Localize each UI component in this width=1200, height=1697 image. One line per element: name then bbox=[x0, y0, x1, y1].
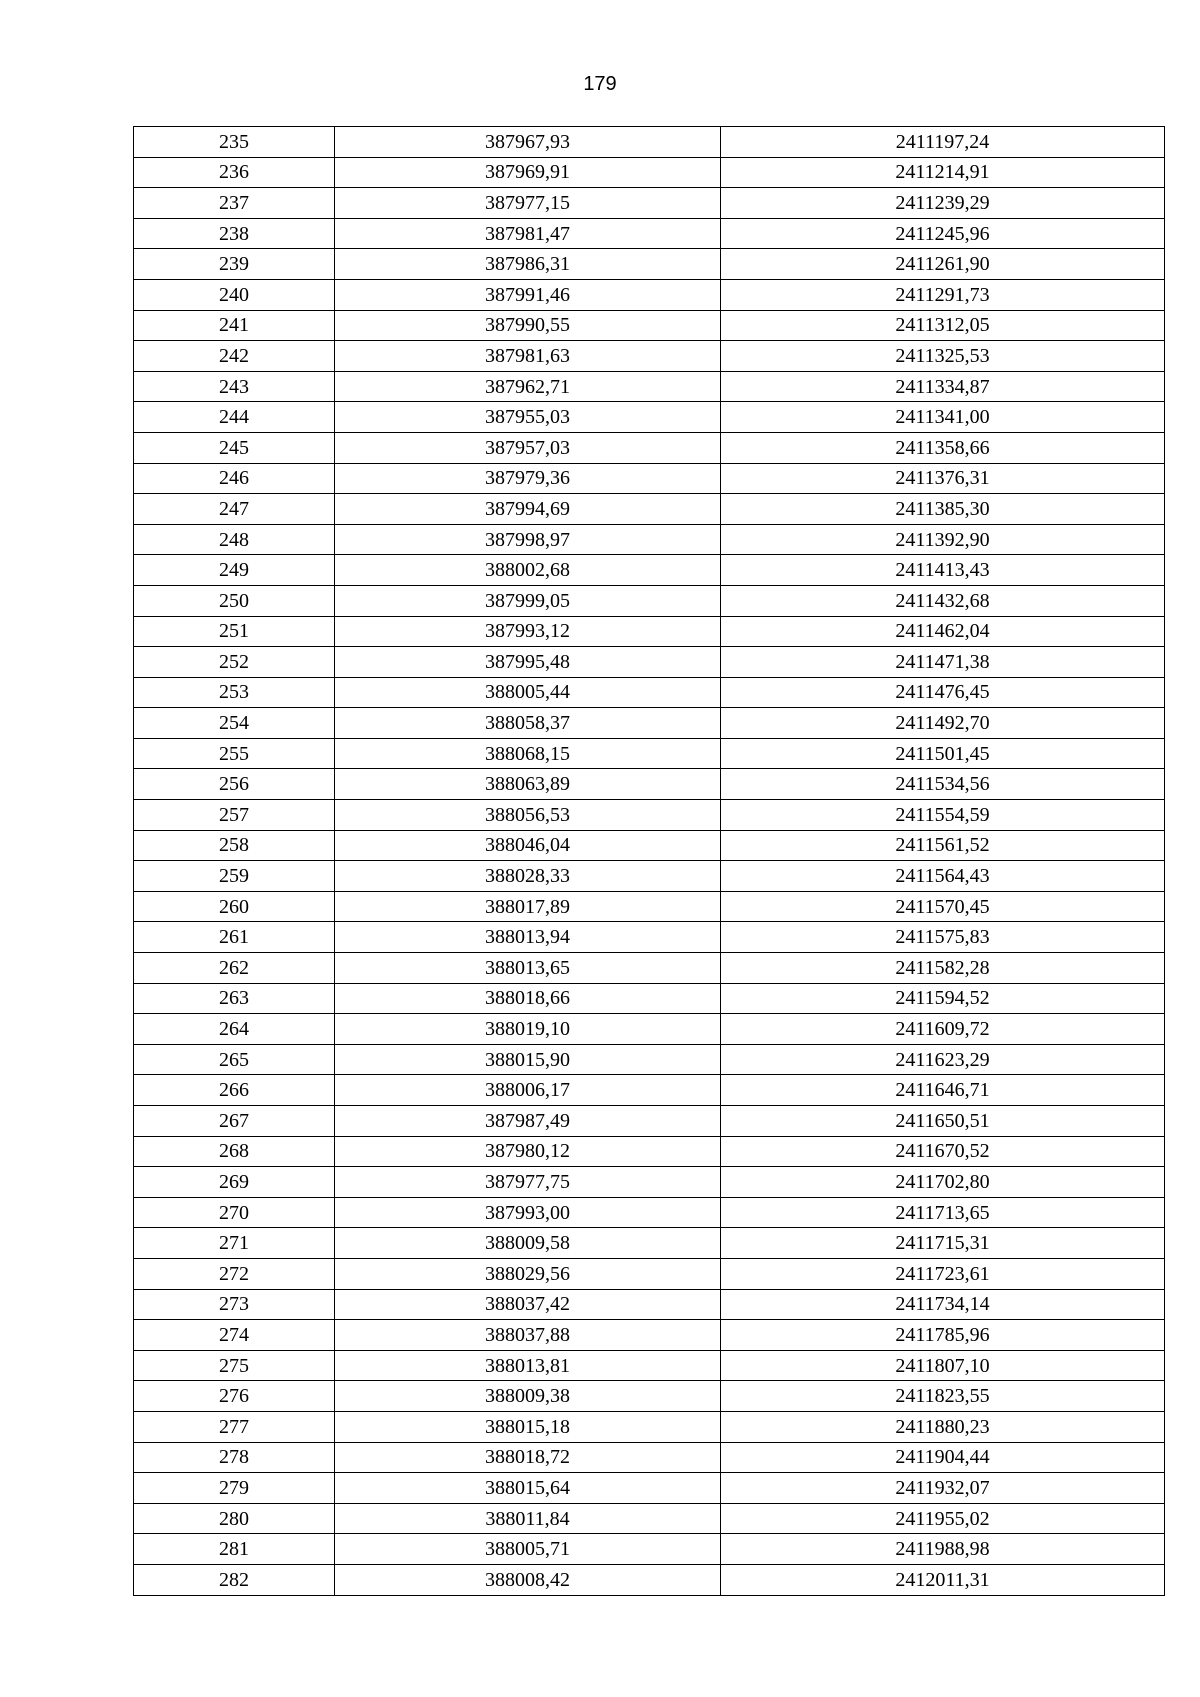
table-row bbox=[134, 1442, 1165, 1473]
x-coordinate-cell: 387998,97 bbox=[335, 524, 721, 555]
point-number-cell: 270 bbox=[134, 1197, 335, 1228]
table-row bbox=[134, 1289, 1165, 1320]
point-number-cell: 237 bbox=[134, 188, 335, 219]
x-coordinate-cell: 387967,93 bbox=[335, 127, 721, 158]
x-coordinate-cell: 387995,48 bbox=[335, 647, 721, 678]
table-row bbox=[134, 341, 1165, 372]
y-coordinate-cell: 2411432,68 bbox=[721, 585, 1165, 616]
point-number-cell: 267 bbox=[134, 1106, 335, 1137]
x-coordinate-cell: 388011,84 bbox=[335, 1503, 721, 1534]
point-number-cell: 239 bbox=[134, 249, 335, 280]
point-number-cell: 241 bbox=[134, 310, 335, 341]
table-row bbox=[134, 830, 1165, 861]
y-coordinate-cell: 2411214,91 bbox=[721, 157, 1165, 188]
table-row bbox=[134, 310, 1165, 341]
point-number-cell: 238 bbox=[134, 218, 335, 249]
point-number-cell: 261 bbox=[134, 922, 335, 953]
y-coordinate-cell: 2411376,31 bbox=[721, 463, 1165, 494]
x-coordinate-cell: 388056,53 bbox=[335, 800, 721, 831]
x-coordinate-cell: 387977,15 bbox=[335, 188, 721, 219]
y-coordinate-cell: 2411358,66 bbox=[721, 432, 1165, 463]
y-coordinate-cell: 2412011,31 bbox=[721, 1564, 1165, 1595]
table-row bbox=[134, 1167, 1165, 1198]
y-coordinate-cell: 2411785,96 bbox=[721, 1320, 1165, 1351]
point-number-cell: 262 bbox=[134, 953, 335, 984]
table-row bbox=[134, 1136, 1165, 1167]
table-row bbox=[134, 585, 1165, 616]
x-coordinate-cell: 388015,18 bbox=[335, 1411, 721, 1442]
y-coordinate-cell: 2411561,52 bbox=[721, 830, 1165, 861]
point-number-cell: 280 bbox=[134, 1503, 335, 1534]
point-number-cell: 247 bbox=[134, 494, 335, 525]
point-number-cell: 268 bbox=[134, 1136, 335, 1167]
y-coordinate-cell: 2411197,24 bbox=[721, 127, 1165, 158]
table-row bbox=[134, 922, 1165, 953]
point-number-cell: 279 bbox=[134, 1473, 335, 1504]
y-coordinate-cell: 2411492,70 bbox=[721, 708, 1165, 739]
point-number-cell: 249 bbox=[134, 555, 335, 586]
point-number-cell: 282 bbox=[134, 1564, 335, 1595]
page-number: 179 bbox=[583, 73, 617, 95]
point-number-cell: 281 bbox=[134, 1534, 335, 1565]
table-row bbox=[134, 402, 1165, 433]
y-coordinate-cell: 2411291,73 bbox=[721, 279, 1165, 310]
point-number-cell: 253 bbox=[134, 677, 335, 708]
x-coordinate-cell: 388018,72 bbox=[335, 1442, 721, 1473]
y-coordinate-cell: 2411734,14 bbox=[721, 1289, 1165, 1320]
point-number-cell: 259 bbox=[134, 861, 335, 892]
table-row bbox=[134, 1473, 1165, 1504]
point-number-cell: 256 bbox=[134, 769, 335, 800]
table-row bbox=[134, 157, 1165, 188]
x-coordinate-cell: 387987,49 bbox=[335, 1106, 721, 1137]
table-row bbox=[134, 1411, 1165, 1442]
y-coordinate-cell: 2411462,04 bbox=[721, 616, 1165, 647]
table-row bbox=[134, 1503, 1165, 1534]
table-row bbox=[134, 1258, 1165, 1289]
point-number-cell: 271 bbox=[134, 1228, 335, 1259]
y-coordinate-cell: 2411988,98 bbox=[721, 1534, 1165, 1565]
y-coordinate-cell: 2411570,45 bbox=[721, 891, 1165, 922]
x-coordinate-cell: 387986,31 bbox=[335, 249, 721, 280]
point-number-cell: 254 bbox=[134, 708, 335, 739]
x-coordinate-cell: 387993,12 bbox=[335, 616, 721, 647]
y-coordinate-cell: 2411312,05 bbox=[721, 310, 1165, 341]
table-row bbox=[134, 371, 1165, 402]
y-coordinate-cell: 2411341,00 bbox=[721, 402, 1165, 433]
table-row bbox=[134, 1228, 1165, 1259]
point-number-cell: 265 bbox=[134, 1044, 335, 1075]
y-coordinate-cell: 2411904,44 bbox=[721, 1442, 1165, 1473]
x-coordinate-cell: 388013,65 bbox=[335, 953, 721, 984]
x-coordinate-cell: 388015,64 bbox=[335, 1473, 721, 1504]
x-coordinate-cell: 387980,12 bbox=[335, 1136, 721, 1167]
x-coordinate-cell: 387990,55 bbox=[335, 310, 721, 341]
x-coordinate-cell: 388019,10 bbox=[335, 1014, 721, 1045]
coordinates-table bbox=[133, 126, 1165, 1596]
point-number-cell: 258 bbox=[134, 830, 335, 861]
point-number-cell: 246 bbox=[134, 463, 335, 494]
y-coordinate-cell: 2411476,45 bbox=[721, 677, 1165, 708]
table-row bbox=[134, 463, 1165, 494]
table-row bbox=[134, 524, 1165, 555]
table-row bbox=[134, 677, 1165, 708]
point-number-cell: 260 bbox=[134, 891, 335, 922]
y-coordinate-cell: 2411955,02 bbox=[721, 1503, 1165, 1534]
table-row bbox=[134, 953, 1165, 984]
y-coordinate-cell: 2411880,23 bbox=[721, 1411, 1165, 1442]
y-coordinate-cell: 2411239,29 bbox=[721, 188, 1165, 219]
table-row bbox=[134, 432, 1165, 463]
table-row bbox=[134, 188, 1165, 219]
x-coordinate-cell: 387979,36 bbox=[335, 463, 721, 494]
point-number-cell: 257 bbox=[134, 800, 335, 831]
table-row bbox=[134, 1014, 1165, 1045]
point-number-cell: 251 bbox=[134, 616, 335, 647]
y-coordinate-cell: 2411471,38 bbox=[721, 647, 1165, 678]
point-number-cell: 273 bbox=[134, 1289, 335, 1320]
point-number-cell: 277 bbox=[134, 1411, 335, 1442]
y-coordinate-cell: 2411823,55 bbox=[721, 1381, 1165, 1412]
point-number-cell: 244 bbox=[134, 402, 335, 433]
y-coordinate-cell: 2411723,61 bbox=[721, 1258, 1165, 1289]
x-coordinate-cell: 388029,56 bbox=[335, 1258, 721, 1289]
x-coordinate-cell: 388013,81 bbox=[335, 1350, 721, 1381]
x-coordinate-cell: 387955,03 bbox=[335, 402, 721, 433]
x-coordinate-cell: 388018,66 bbox=[335, 983, 721, 1014]
point-number-cell: 240 bbox=[134, 279, 335, 310]
point-number-cell: 263 bbox=[134, 983, 335, 1014]
point-number-cell: 255 bbox=[134, 738, 335, 769]
point-number-cell: 272 bbox=[134, 1258, 335, 1289]
table-row bbox=[134, 494, 1165, 525]
table-row bbox=[134, 249, 1165, 280]
table-row bbox=[134, 1381, 1165, 1412]
table-row bbox=[134, 127, 1165, 158]
table-row bbox=[134, 1106, 1165, 1137]
x-coordinate-cell: 387994,69 bbox=[335, 494, 721, 525]
point-number-cell: 278 bbox=[134, 1442, 335, 1473]
y-coordinate-cell: 2411392,90 bbox=[721, 524, 1165, 555]
x-coordinate-cell: 387969,91 bbox=[335, 157, 721, 188]
x-coordinate-cell: 388013,94 bbox=[335, 922, 721, 953]
y-coordinate-cell: 2411245,96 bbox=[721, 218, 1165, 249]
x-coordinate-cell: 388017,89 bbox=[335, 891, 721, 922]
y-coordinate-cell: 2411702,80 bbox=[721, 1167, 1165, 1198]
y-coordinate-cell: 2411534,56 bbox=[721, 769, 1165, 800]
x-coordinate-cell: 387981,47 bbox=[335, 218, 721, 249]
point-number-cell: 252 bbox=[134, 647, 335, 678]
x-coordinate-cell: 388063,89 bbox=[335, 769, 721, 800]
y-coordinate-cell: 2411650,51 bbox=[721, 1106, 1165, 1137]
x-coordinate-cell: 388009,38 bbox=[335, 1381, 721, 1412]
y-coordinate-cell: 2411501,45 bbox=[721, 738, 1165, 769]
point-number-cell: 250 bbox=[134, 585, 335, 616]
point-number-cell: 276 bbox=[134, 1381, 335, 1412]
x-coordinate-cell: 387981,63 bbox=[335, 341, 721, 372]
table-row bbox=[134, 708, 1165, 739]
y-coordinate-cell: 2411564,43 bbox=[721, 861, 1165, 892]
table-row bbox=[134, 1564, 1165, 1595]
y-coordinate-cell: 2411582,28 bbox=[721, 953, 1165, 984]
table-row bbox=[134, 800, 1165, 831]
x-coordinate-cell: 388015,90 bbox=[335, 1044, 721, 1075]
table-row bbox=[134, 616, 1165, 647]
y-coordinate-cell: 2411385,30 bbox=[721, 494, 1165, 525]
y-coordinate-cell: 2411261,90 bbox=[721, 249, 1165, 280]
point-number-cell: 243 bbox=[134, 371, 335, 402]
point-number-cell: 245 bbox=[134, 432, 335, 463]
y-coordinate-cell: 2411334,87 bbox=[721, 371, 1165, 402]
x-coordinate-cell: 387962,71 bbox=[335, 371, 721, 402]
y-coordinate-cell: 2411594,52 bbox=[721, 983, 1165, 1014]
point-number-cell: 266 bbox=[134, 1075, 335, 1106]
table-row bbox=[134, 769, 1165, 800]
y-coordinate-cell: 2411670,52 bbox=[721, 1136, 1165, 1167]
coordinates-table-body bbox=[134, 127, 1165, 1596]
y-coordinate-cell: 2411325,53 bbox=[721, 341, 1165, 372]
x-coordinate-cell: 388037,42 bbox=[335, 1289, 721, 1320]
table-row bbox=[134, 1197, 1165, 1228]
x-coordinate-cell: 388005,71 bbox=[335, 1534, 721, 1565]
table-row bbox=[134, 1534, 1165, 1565]
table-row bbox=[134, 218, 1165, 249]
y-coordinate-cell: 2411575,83 bbox=[721, 922, 1165, 953]
table-row bbox=[134, 647, 1165, 678]
table-row bbox=[134, 279, 1165, 310]
point-number-cell: 242 bbox=[134, 341, 335, 372]
y-coordinate-cell: 2411413,43 bbox=[721, 555, 1165, 586]
x-coordinate-cell: 388068,15 bbox=[335, 738, 721, 769]
x-coordinate-cell: 388009,58 bbox=[335, 1228, 721, 1259]
point-number-cell: 269 bbox=[134, 1167, 335, 1198]
table-row bbox=[134, 891, 1165, 922]
y-coordinate-cell: 2411646,71 bbox=[721, 1075, 1165, 1106]
x-coordinate-cell: 388037,88 bbox=[335, 1320, 721, 1351]
table-row bbox=[134, 1044, 1165, 1075]
y-coordinate-cell: 2411609,72 bbox=[721, 1014, 1165, 1045]
table-row bbox=[134, 1320, 1165, 1351]
x-coordinate-cell: 388046,04 bbox=[335, 830, 721, 861]
table-row bbox=[134, 1350, 1165, 1381]
x-coordinate-cell: 388028,33 bbox=[335, 861, 721, 892]
point-number-cell: 274 bbox=[134, 1320, 335, 1351]
x-coordinate-cell: 387993,00 bbox=[335, 1197, 721, 1228]
table-row bbox=[134, 555, 1165, 586]
y-coordinate-cell: 2411623,29 bbox=[721, 1044, 1165, 1075]
y-coordinate-cell: 2411713,65 bbox=[721, 1197, 1165, 1228]
point-number-cell: 275 bbox=[134, 1350, 335, 1381]
y-coordinate-cell: 2411715,31 bbox=[721, 1228, 1165, 1259]
x-coordinate-cell: 388005,44 bbox=[335, 677, 721, 708]
x-coordinate-cell: 387957,03 bbox=[335, 432, 721, 463]
y-coordinate-cell: 2411932,07 bbox=[721, 1473, 1165, 1504]
x-coordinate-cell: 388008,42 bbox=[335, 1564, 721, 1595]
point-number-cell: 235 bbox=[134, 127, 335, 158]
y-coordinate-cell: 2411807,10 bbox=[721, 1350, 1165, 1381]
table-row bbox=[134, 1075, 1165, 1106]
x-coordinate-cell: 387991,46 bbox=[335, 279, 721, 310]
x-coordinate-cell: 387999,05 bbox=[335, 585, 721, 616]
x-coordinate-cell: 387977,75 bbox=[335, 1167, 721, 1198]
table-row bbox=[134, 983, 1165, 1014]
table-row bbox=[134, 738, 1165, 769]
y-coordinate-cell: 2411554,59 bbox=[721, 800, 1165, 831]
point-number-cell: 264 bbox=[134, 1014, 335, 1045]
point-number-cell: 248 bbox=[134, 524, 335, 555]
x-coordinate-cell: 388058,37 bbox=[335, 708, 721, 739]
x-coordinate-cell: 388002,68 bbox=[335, 555, 721, 586]
x-coordinate-cell: 388006,17 bbox=[335, 1075, 721, 1106]
table-row bbox=[134, 861, 1165, 892]
point-number-cell: 236 bbox=[134, 157, 335, 188]
